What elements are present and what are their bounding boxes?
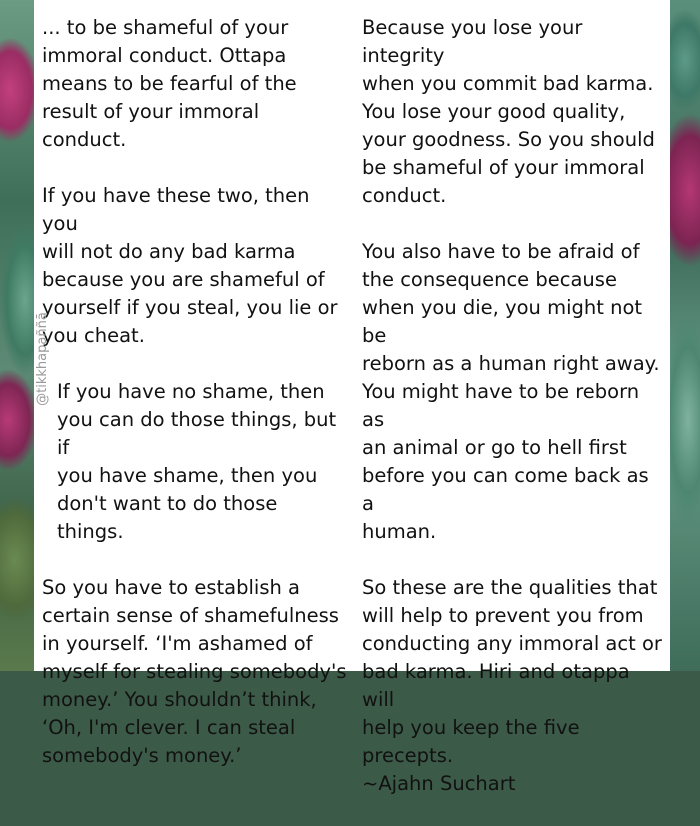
paragraph: So these are the qualities that will help to prevent you from conducting any immoral act or bad karma. Hiri and otappa will help you keep the five precepts.: [362, 576, 662, 767]
attribution: ~Ajahn Suchart: [362, 772, 516, 795]
paragraph: If you have these two, then you will not do any bad karma because you are shameful of yourself if you steal, you lie or you cheat.: [42, 184, 338, 347]
paragraph: ... to be shameful of your immoral conduct. Ottapa means to be fearful of the result of your immoral conduct.: [42, 16, 297, 151]
quote-panel: [34, 0, 670, 795]
paragraph: So you have to establish a certain sense of shamefulness in yourself. ‘I'm ashamed of myself for stealing somebody's money.’ You shouldn’t think, ‘Oh, I'm clever. I can steal somebody's money.’: [42, 576, 347, 767]
watermark-text: @tikkhapaññā: [35, 312, 50, 406]
watermark: [36, 300, 54, 420]
flower-photo-left-edge: [0, 0, 34, 671]
flower-photo-right-edge: [670, 0, 700, 671]
paragraph: You also have to be afraid of the consequence because when you die, you might not be reborn as a human right away. You might have to be reborn as an animal or go to hell first before you can come back as a human.: [362, 240, 660, 543]
right-text-column: [362, 14, 662, 826]
left-text-column: [42, 14, 347, 798]
paragraph: If you have no shame, then you can do those things, but if you have shame, then you don't want to do those things.: [57, 380, 337, 543]
paragraph: Because you lose your integrity when you commit bad karma. You lose your good quality, your goodness. So you should be shameful of your immoral conduct.: [362, 16, 655, 207]
